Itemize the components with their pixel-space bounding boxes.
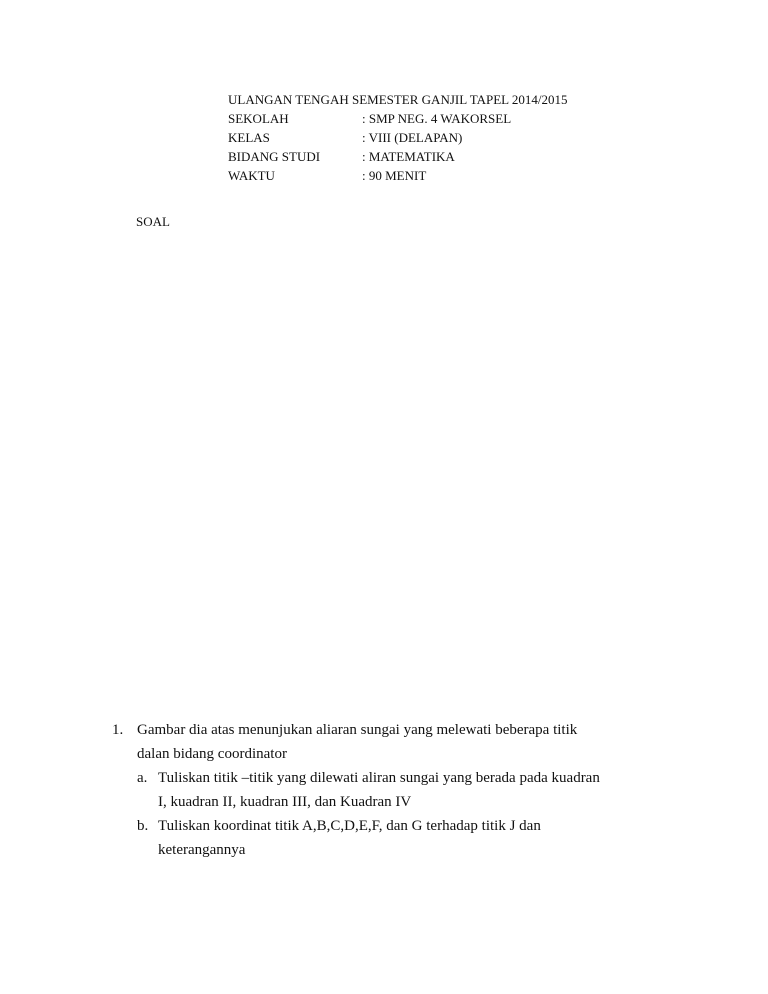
blank-figure-area (136, 240, 656, 700)
info-value: : 90 MENIT (362, 168, 427, 183)
info-value: : MATEMATIKA (362, 149, 455, 164)
info-label: SEKOLAH (228, 111, 289, 126)
sub-question-letter: b. (137, 818, 149, 834)
exam-title: ULANGAN TENGAH SEMESTER GANJIL TAPEL 2014/2015 (228, 92, 568, 107)
exam-header (228, 90, 567, 185)
sub-question-text (158, 766, 712, 814)
sub-question-line: keterangannya (158, 842, 246, 858)
info-row-time (228, 166, 567, 185)
info-label: BIDANG STUDI (228, 149, 321, 164)
question-text-line: Gambar dia atas menunjukan aliaran sungai yang melewati beberapa titik (137, 722, 578, 738)
sub-question-line: I, kuadran II, kuadran III, dan Kuadran IV (158, 794, 412, 810)
sub-question-text (158, 814, 712, 862)
question-text-line: dalan bidang coordinator (137, 746, 287, 762)
sub-question-line: Tuliskan titik –titik yang dilewati aliran sungai yang berada pada kuadran (158, 770, 600, 786)
info-row-subject (228, 147, 567, 166)
question-body (137, 718, 712, 862)
question-item (112, 718, 712, 862)
info-label: WAKTU (228, 168, 275, 183)
question-list (112, 718, 712, 862)
question-number: 1. (112, 722, 124, 738)
info-row-class (228, 128, 567, 147)
sub-question-letter: a. (137, 770, 148, 786)
sub-question-a (137, 766, 712, 814)
info-row-school (228, 109, 567, 128)
info-value: : VIII (DELAPAN) (362, 130, 463, 145)
sub-question-b (137, 814, 712, 862)
info-value: : SMP NEG. 4 WAKORSEL (362, 111, 512, 126)
info-label: KELAS (228, 130, 270, 145)
soal-heading: SOAL (136, 214, 170, 229)
sub-question-line: Tuliskan koordinat titik A,B,C,D,E,F, dan G terhadap titik J dan (158, 818, 541, 834)
